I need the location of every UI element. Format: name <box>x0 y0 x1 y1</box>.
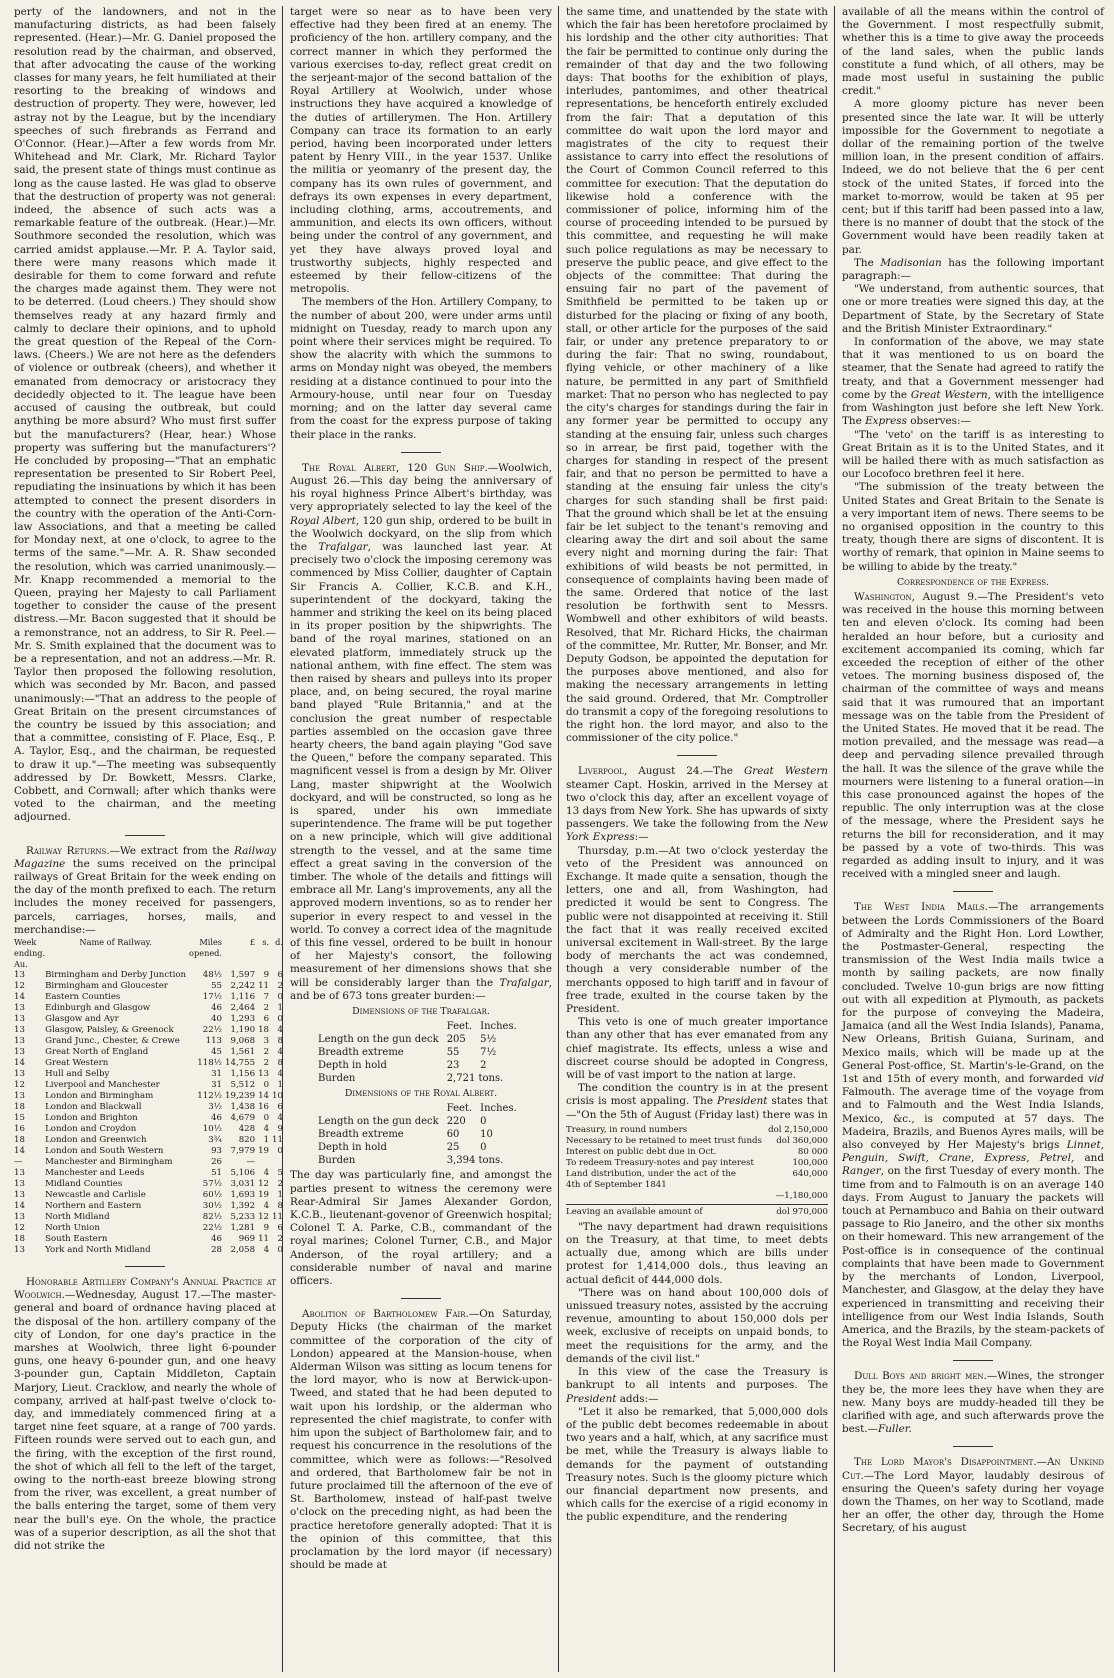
railway-returns-table <box>14 937 283 1256</box>
american-paragraph: "The submission of the treaty between the United States and Great Britain to the Senate is a very important item of news. There seems to be no organised opposition in the country to this treaty, though there are signs of discontent. It is worthy of remark, that opinion in Maine seems to be willing to abide by the treaty." <box>842 481 1104 573</box>
column-2 <box>290 6 552 1672</box>
table-row: 13 Newcastle and Carlisle 60½ 1,693 19 1 <box>14 1190 283 1201</box>
dimension-row: Breadth extreme 55 7½ <box>318 1047 497 1059</box>
treasury-paragraph: "The navy department had drawn requisitions on the Treasury, at that time, to meet debts actually due, among which are bills under protest for 1,414,000 dols., thus leaving an actual deficit of 444,000 dols. <box>566 1220 828 1286</box>
liverpool-article: Liverpool, August 24.—The Great Western steamer Capt. Hoskin, arrived in the Mersey at two o'clock this day, after an excellent voyage of 13 days from New York. She has upwards of sixty passengers. We take the following from the New York Express:— <box>566 765 829 844</box>
artillery-heading: Honorable Artillery Company's Annual Practice at Woolwich. <box>14 1276 276 1302</box>
treasury-paragraph: "There was on hand about 100,000 dols of unissued treasury notes, assisted by the accruing revenue, amounting to about 150,000 dols per week, exclusive of receipts on unpaid bonds, to meet the requisitions for the army, and the demands of the civil list." <box>566 1286 828 1365</box>
lord-mayor-article: The Lord Mayor's Disappointment.—An Unkind Cut.—The Lord Mayor, laudably desirous of ensuring the Queen's safety during her voyage down the Thames, on her way to Scotland, made her an offer, the other day, through the Home Secretary, of his august <box>842 1456 1104 1535</box>
table-row: 13 London and Birmingham 112½ 19,239 14 10 <box>14 1091 283 1102</box>
west-india-article: The West India Mails.—The arrangements between the Lords Commissioners of the Board of Admiralty and the Right Hon. Lord Lowther, the Postmaster-General, respecting the transmission of the West India mails twice a month by sailing packets, are now finally concluded. Twelve 10-gun brigs are now fitting out with all expedition at Plymouth, as packets for the purpose of conveying the Madeira, Jamaica (and all the West India Islands), Panama, New Orleans, British Guiana, Surinam, and Mexico mails, which will be made up at the General Post-office, St. Martin's-le-Grand, on the 1st and 15th of every month, and forwarded vid Falmouth. The average time of the voyage from and to Falmouth and the West India Islands, Mexico, &c., is computed at 57 days. The Madeira, Brazils, and Buenos Ayres mails, will be also conveyed by Her Majesty's brigs Linnet, Penguin, Swift, Crane, Express, Petrel, and Ranger, on the first Tuesday of every month. The time from and to Falmouth is on an average 140 days. From August to January the packets will touch at Pernambuco and Bahia on their outward passage to Rio Janeiro, and the other six months on their homeward. This new arrangement of the Post-office is in consequence of the continual complaints that have been made to Government by the merchants of London, Liverpool, Manchester, and Glasgow, at the delay they have experienced in transmitting and receiving their intelligence from our West India Islands, South America, and the Brazils, by the steam-packets of the Royal West India Mail Company. <box>842 901 1105 1350</box>
section-divider <box>125 1266 165 1267</box>
table-row: — Manchester and Birmingham 26 — <box>14 1157 256 1168</box>
table-row: 18 London and Greenwich 3¾ 820 1 11 <box>14 1135 283 1146</box>
artillery-article: Honorable Artillery Company's Annual Practice at Woolwich.—Wednesday, August 17.—The master-general and board of ordnance having placed at the disposal of the hon. artillery company of the city of London, for one day's practice in the marshes at Woolwich, three light 6-pounder guns, one heavy 6-pounder gun, and one heavy 3-pounder gun, Captain Middleton, Captain Marjory, Lieut. Cracklow, and nearly the whole of company, arrived at half-past twelve o'clock to-day, and immediately commenced firing at a target nine feet square, at a range of 700 yards. Fifteen rounds were served out to each gun, and the firing, with the exception of the first round, the shot of which all fell to the left of the target, owing to the north-east breeze blowing strong from the river, was excellent, a great number of the balls entering the target, some of them very near the bull's eye. On the whole, the practice was of a superior description, as all the shot that did not strike the <box>14 1276 276 1553</box>
table-header: Week ending. Au. Name of Railway. Miles opened. £ s. d. <box>14 937 283 970</box>
american-paragraph: In conformation of the above, we may state that it was mentioned to us on board the steamer, that the Senate had agreed to ratify the treaty, and that a Government messenger had come by the Great Western, with the intelligence from Washington just before she left New York. The Express observes:— <box>842 336 1105 428</box>
table-row: 12 Liverpool and Manchester 31 5,512 0 1 <box>14 1080 283 1091</box>
american-paragraph: "The 'veto' on the tariff is as interesting to Great Britain as it is to the United States, and it will be hailed there with as much satisfaction as our Locofoco brethren feel it here. <box>842 428 1104 481</box>
table-row: 13 Glasgow, Paisley, & Greenock 22½ 1,190 18 4 <box>14 1025 283 1036</box>
table-row: 13 Midland Counties 57½ 3,031 12 2 <box>14 1179 283 1190</box>
royal-albert-heading: The Royal Albert, 120 Gun Ship. <box>302 461 488 474</box>
ceremony-paragraph: The day was particularly fine, and amongst the parties present to witness the ceremony were Rear-Admiral Sir James Alexander Gordon, K.C.B., lieutenant-govenor of Greenwich hospital; Colonel T. A. Parke, C.B., commandant of the royal marines; Colonel Turner, C.B., and Major Anderson, of the royal artillery; and a considerable number of naval and marine officers. <box>290 1169 552 1288</box>
bartholomew-continued: the same time, and unattended by the state with which the fair has been heretofore proclaimed by his lordship and the other city authorities: That the fair be permitted to continue only during the remainder of that day and the two following days: That booths for the exhibition of plays, interludes, pantomimes, and other theatrical representations, be henceforth entirely excluded from the fair: That a deputation of this committee do wait upon the lord mayor and magistrates of the city to request their assistance to carry into effect the resolutions of the Court of Common Council referred to this committee for execution: That the deputation do likewise hold a conference with the commissioner of police, informing him of the course of proceeding intended to be pursued by this committee, and requesting he will make such police regulations as may be necessary to preserve the public peace, and give effect to the objects of the committee: That during the ensuing fair no part of the pavement of Smithfield be permitted to be taken up or disturbed for the placing or fixing of any booth, stall, or other article for the purposes of the said fair, or under any pretence preparatory to or during the fair: That no swing, roundabout, flying vehicle, or other machinery of a like nature, be permitted in any part of Smithfield market: That no person who has neglected to pay the city's charges for standings during the fair in any former year be permitted to occupy any standing at the ensuing fair, unless such charges so in arrear, be first paid, together with the charges for standing in respect of the present fair, and that no person be permitted to have a standing at the ensuing fair unless the city's charges for such standing shall be first paid: That the ground which shall be let at the ensuing fair be let subject to the tenant's removing and clearing away the dirt and soil about the same every night and morning during the fair: That exhibitions of wild beasts be not permitted, in consequence of complaints having been made of the same. Ordered that notice of the last resolution be forthwith sent to Messrs. Wombwell and other exhibitors of wild beasts. Resolved, that Mr. Richard Hicks, the chairman of the committee, Mr. Rutter, Mr. Bonser, and Mr. Deputy Godson, be appointed the deputation for the purposes above mentioned, and also for making the necessary arrangements in letting the said ground. Ordered, that Mr. Comptroller do transmit a copy of the foregoing resolutions to the right hon. the lord mayor, and also to the commissioner of the city police." <box>566 6 828 745</box>
section-divider <box>125 835 165 836</box>
dimension-row: Breadth extreme 60 10 <box>318 1129 493 1141</box>
dimension-row: Length on the gun deck 220 0 <box>318 1116 487 1128</box>
dimensions-table-trafalgar: Feet. Inches. Length on the gun deck 205 5½ Breadth extreme 55 7½ Depth in hold 23 2 Burden 2,721 tons. <box>318 1020 525 1085</box>
railway-returns-heading: Railway Returns. <box>26 844 110 857</box>
dimensions-table-albert: Feet. Inches. Length on the gun deck 220 0 Breadth extreme 60 10 Depth in hold 25 0 Burden 3,394 tons. <box>318 1102 525 1167</box>
table-row: 14 Eastern Counties 17½ 1,116 7 0 <box>14 992 283 1003</box>
royal-albert-article: The Royal Albert, 120 Gun Ship.—Woolwich, August 26.—This day being the anniversary of his royal highness Prince Albert's birthday, was very appropriately selected to lay the keel of the Royal Albert, 120 gun ship, ordered to be built in the Woolwich dockyard, on the slip from which the Trafalgar, was launched last year. At precisely two o'clock the imposing ceremony was commenced by Miss Collier, daughter of Captain Sir Francis A. Collier, K.C.B. and K.H., superintendent of the dockyard, taking the hammer and striking the keel on its being placed in its proper position by the shipwrights. The band of the royal marines, stationed on an elevated platform, immediately struck up the national anthem, with fine effect. The stem was then raised by shears and pulleys into its proper place, and, on being secured, the royal marine band played "Rule Britannia," and at the conclusion the great number of respectable parties assembled on the occasion gave three hearty cheers, the band again playing "God save the Queen," before the company separated. This magnificent vessel is from a design by Mr. Oliver Lang, master shipwright at the Woolwich dockyard, and will be constructed, so long as he is spared, under his own immediate superintendence. The frame will be put together on a new principle, which will give additional strength to the vessel, and at the same time effect a great saving in the conversion of the timber. The whole of the details and fittings will embrace all Mr. Lang's improvements, any all the approved modern inventions, so as to render her superior in every respect to and vessel in the world. To convey a correct idea of the magnitude of this fine vessel, ordered to be built in honour of her Majesty's consort, the following measurement of her dimensions shows that she will be considerably larger than the Trafalgar, and be of 673 tons greater burden:— <box>290 461 552 1002</box>
dimensions-title-albert: Dimensions of the Royal Albert. <box>344 1088 498 1100</box>
column-4 <box>842 6 1104 1672</box>
section-divider <box>953 1446 993 1447</box>
section-divider <box>401 1298 441 1299</box>
washington-article: Washington, August 9.—The President's veto was received in the house this morning between ten and eleven o'clock. Its coming had been heralded an hour before, but a curiosity and excitement accompanied its coming, which far exceeded the reception of either of the other vetoes. The morning business disposed of, the chairman of the committee of ways and means said that it was rumoured that an important message was on the table from the President of the United States. He moved that it be read. The motion prevailed, and the message was read—a deep and pervading silence prevailed through the hall. It was the silence of the grave while the mourners were listening to a funeral oration—in this case pronounced against the hopes of the republic. The only interruption was at the close of the message, where the President says he returns the bill for reconsideration, and it may be passed by a vote of two-thirds. This was regarded as adding insult to injury, and it was received with a mingled sneer and laugh. <box>842 590 1104 881</box>
treasury-paragraph: "Let it also be remarked, that 5,000,000 dols of the public debt becomes redeemable in about two years and a half, which, at any sacrifice must be met, while the Treasury is always liable to demands for the payment of outstanding Treasury notes. Such is the gloomy picture which our financial department now presents, and which calls for the exercise of a rigid economy in the public expenditure, and the rendering <box>566 1405 828 1524</box>
railway-returns-article: Railway Returns.—We extract from the Railway Magazine the sums received on the principal railways of Great Britain for the week ending on the day of the month prefixed to each. The return includes the money received for passengers, parcels, carriages, horses, mails, and merchandise:— <box>14 844 276 936</box>
dimension-row: Depth in hold 23 2 <box>318 1060 487 1072</box>
table-row: 13 Edinburgh and Glasgow 46 2,464 2 1 <box>14 1003 283 1014</box>
table-row: 12 Birmingham and Gloucester 55 2,242 11 2 <box>14 981 283 992</box>
table-row: 15 London and Brighton 46 4,679 0 4 <box>14 1113 283 1124</box>
section-divider <box>401 452 441 453</box>
lord-mayor-heading: The Lord Mayor's Disappointment.—An Unkind Cut. <box>842 1456 1104 1482</box>
american-paragraph: "We understand, from authentic sources, that one or more treaties were signed this day, at the Department of State, by the Secretary of State and the British Minister Extraordinary." <box>842 283 1104 335</box>
liverpool-paragraph: The condition the country is in at the present crisis is most appaling. The President states that—"On the 5th of August (Friday last) there was in <box>566 1082 828 1121</box>
section-divider <box>953 1360 993 1361</box>
liverpool-heading: Liverpool <box>578 765 624 778</box>
table-row: 18 London and Blackwall 3½ 1,438 16 6 <box>14 1102 283 1113</box>
artillery-paragraph: The members of the Hon. Artillery Company, to the number of about 200, were under arms until midnight on Tuesday, ready to march upon any point where their services might be required. To show the alacrity with which the summons to arms on Monday night was obeyed, the members residing at a distance continued to pour into the Armoury-house, until near four on Tuesday morning; and on the latter day several came from the coast for the express purpose of taking their place in the ranks. <box>290 296 552 441</box>
bartholomew-article: Abolition of Bartholomew Fair.—On Saturday, Deputy Hicks (the chairman of the market committee of the corporation of the city of London) appeared at the Mansion-house, when Alderman Wilson was sitting as locum tenens for the lord mayor, who is now at Berwick-upon-Tweed, and stated that he had been deputed to wait upon his lordship, or the alderman who represented the chief magistrate, to confer with him upon the subject of Bartholomew fair, and to request his concurrence in the resolutions of the committee, which were as follows:—"Resolved and ordered, that Bartholomew fair be not in future proclaimed till the afternoon of the eve of St. Bartholomew, instead of half-past twelve o'clock on the preceding night, as had been the practice heretofore generally adopted: That it is the opinion of this committee, that this proclamation by the lord mayor (if necessary) should be made at <box>290 1308 552 1572</box>
liverpool-paragraph: Thursday, p.m.—At two o'clock yesterday the veto of the President was announced on Exchange. It made quite a sensation, though the letters, one and all, from Washington, had predicted it would be sent to Congress. The public were not disappointed at receiving it. Still the fact that it was really received excited universal excitement in Wall-street. By the large body of merchants the act was condemned, though a very considerable number of the merchants opposed to high tariff and in favour of free trade, exulted in the course taken by the President. <box>566 844 828 1016</box>
column-rule <box>282 6 283 1672</box>
table-row: 18 South Eastern 46 969 11 2 <box>14 1234 283 1245</box>
table-row: 12 North Union 22½ 1,281 9 6 <box>14 1223 283 1234</box>
column-rule <box>558 6 559 1672</box>
table-row: 16 London and Croydon 10½ 428 4 9 <box>14 1124 283 1135</box>
treasury-continued: available of all the means within the control of the Government. I most respectfully submit, whether this is a time to give away the proceeds of the land sales, when the public lands constitute a fund which, of all others, may be made most useful in sustaining the public credit." <box>842 6 1104 98</box>
column-1 <box>14 6 283 1672</box>
american-paragraph: A more gloomy picture has never been presented since the late war. It will be utterly impossible for the Government to negotiate a dollar of the remaining portion of the twelve million loan, in the present condition of affairs. Indeed, we do not believe that the 6 per cent stock of the united States, if forced into the market to-morrow, would be taken at 95 per cent; but if this tariff had been passed into a law, there is no manner of doubt that the stock of the Government would have been readily taken at par. <box>842 98 1104 256</box>
american-paragraph: The Madisonian has the following important paragraph:— <box>842 256 1104 283</box>
section-divider <box>677 755 717 756</box>
column-rule <box>834 6 835 1672</box>
table-row: 13 Hull and Selby 31 1,156 13 4 <box>14 1069 283 1080</box>
table-row: 13 Glasgow and Ayr 40 1,293 6 0 <box>14 1014 283 1025</box>
table-row: 13 York and North Midland 28 2,058 4 0 <box>14 1245 283 1256</box>
table-row: 13 Birmingham and Derby Junction 48½ 1,597 9 6 <box>14 970 283 981</box>
correspondence-heading: Correspondence of the Express. <box>896 576 1050 588</box>
table-row: 14 Great Western 118½ 14,755 2 8 <box>14 1058 283 1069</box>
west-india-heading: The West India Mails. <box>854 901 988 914</box>
dimensions-title-trafalgar: Dimensions of the Trafalgar. <box>352 1006 490 1018</box>
table-row: 13 Grand Junc., Chester, & Crewe 113 9,068 3 8 <box>14 1036 283 1047</box>
dimension-row: Depth in hold 25 0 <box>318 1142 487 1154</box>
table-row: 13 Great North of England 45 1,561 2 4 <box>14 1047 283 1058</box>
table-row: 13 Manchester and Leeds 51 5,106 4 5 <box>14 1168 283 1179</box>
liverpool-paragraph: This veto is one of much greater importance than any other that has ever emanated from any chief magistrate. Its effects, unless a wise and discreet course should be adopted in Congress, will be of vast import to the nation at large. <box>566 1016 828 1082</box>
table-row: 14 London and South Western 93 7,979 19 0 <box>14 1146 283 1157</box>
meeting-report: perty of the landowners, and not in the manufacturing districts, as had been falsely represented. (Hear.)—Mr. G. Daniel proposed the resolution read by the chairman, and observed, that after advocating the cause of the working classes for many years, he felt humiliated at their resorting to the breaking of windows and destruction of property. They were, however, led astray not by the League, but by the incendiary speeches of such firebrands as Ferrand and O'Connor. (Hear.)—After a few words from Mr. Whitehead and Mr. Clark, Mr. Richard Taylor said, the present state of things must continue as long as the cause lasted. He was glad to observe that the destruction of property was not general: indeed, the absence of such acts was a remarkable feature of the outbreak. (Hear.)—Mr. Southmore seconded the resolution, which was carried amidst applause.—Mr. P. A. Taylor said, there were many reasons which made it desirable for them to come forward and refute the charges made against them. They were not to be deterred. (Loud cheers.) They should show themselves ready at any hazard firmly and calmly to declare their opinions, and to uphold the great question of the Repeal of the Corn-laws. (Cheers.) We are not here as the defenders of violence or outbreak (cheers), and whether it emanated from democracy or aristocracy they decidedly objected to it. The league have been accused of causing the outbreak, but could anything be more absurd? Who must first suffer but the manufacturers? (Hear, hear.) Whose property was suffering but the manufacturers'? He concluded by proposing—"That an emphatic representation be presented to Sir Robert Peel, repudiating the insinuations by which it has been attempted to connect the present disorders in the country with the operation of the Anti-Corn-law Associations, and that a meeting be called for Monday next, at one o'clock, to agree to the terms of the same."—Mr. A. R. Shaw seconded the resolution, which was carried unanimously.—Mr. Knapp recommended a memorial to the Queen, praying her Majesty to call Parliament together to consider the cause of the present distress.—Mr. Bacon suggested that it should be a remonstrance, not an address, to Sir R. Peel.—Mr. S. Smith explained that the document was to be a representation, and not an address.—Mr. R. Taylor then proposed the following resolution, which was seconded by Mr. Bacon, and passed unanimously:—"That an address to the people of Great Britain on the present circumstances of the country be issued by this association; and that a committee, consisting of F. Place, Esq., P. A. Taylor, Esq., and the chairman, be requested to draw it up."—The meeting was subsequently addressed by Dr. Bowkett, Messrs. Clarke, Cobbett, and Cornwall; after which thanks were voted to the chairman, and the meeting adjourned. <box>14 6 276 824</box>
section-divider <box>953 891 993 892</box>
dull-boys-article: Dull Boys and bright men.—Wines, the stronger they be, the more lees they have when they are new. Many boys are muddy-headed till they be clarified with age, and such afterwards prove the best.—Fuller. <box>842 1370 1104 1436</box>
treasury-statement: Treasury, in round numbers dol 2,150,000 Necessary to be retained to meet trust funds dol 360,000 Interest on public debt due in Oct. 80 000 To redeem Treasury-notes and pay interest 100,000 Land distribution, under the act of the 4th of September 1841 640,000 —1,180,000 Leaving an available amount of dol 970,000 <box>566 1124 828 1217</box>
table-row: 14 Northern and Eastern 30½ 1,392 4 8 <box>14 1201 283 1212</box>
treasury-paragraph: In this view of the case the Treasury is bankrupt to all intents and purposes. The President adds:— <box>566 1366 828 1405</box>
column-3 <box>566 6 828 1672</box>
railway-rows <box>14 970 283 1256</box>
table-row: 13 North Midland 82½ 5,233 12 11 <box>14 1212 283 1223</box>
bartholomew-heading: Abolition of Bartholomew Fair. <box>302 1308 469 1321</box>
dull-boys-heading: Dull Boys and bright men. <box>854 1370 987 1383</box>
dimension-row: Length on the gun deck 205 5½ <box>318 1034 497 1046</box>
artillery-continued: target were so near as to have been very effective had they been fired at an enemy. The proficiency of the hon. artillery company, and the correct manner in which they performed the various exercises to-day, reflect great credit on the serjeant-major of the second battalion of the Royal Artillery at Woolwich, under whose instructions they have acquired a knowledge of the duties of artillerymen. The Hon. Artillery Company can trace its formation to an early period, having been incorporated under letters patent by Henry VIII., in the year 1537. Unlike the militia or yeomanry of the present day, the company has its own rules of government, and defrays its own expenses in every department, including clothing, arms, accoutrements, and ammunition, and elects its own officers, without being under the control of any government, and yet they have always proved loyal and trustworthy subjects, highly respected and esteemed by their fellow-citizens of the metropolis. <box>290 6 552 296</box>
